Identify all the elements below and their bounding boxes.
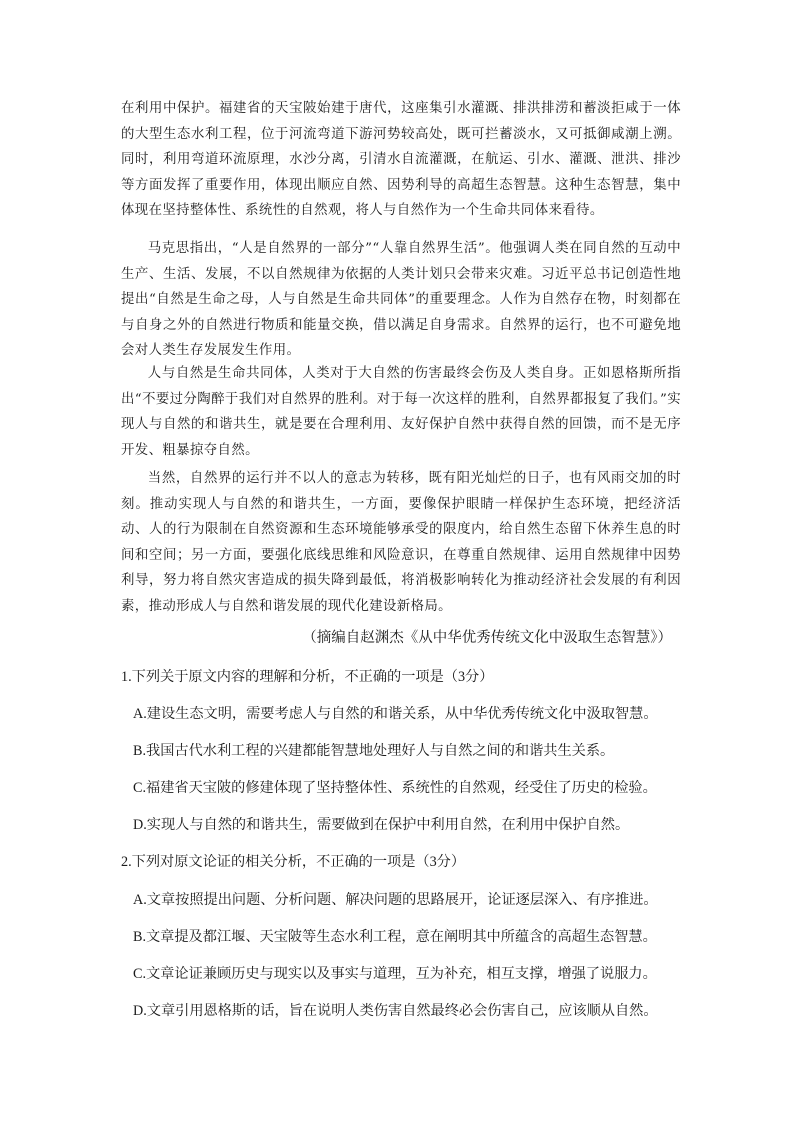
question-1-option-b: B.我国古代水利工程的兴建都能智慧地处理好人与自然之间的和谐共生关系。 (133, 743, 615, 759)
passage-paragraph-4: 当然，自然界的运行并不以人的意志为转移，既有阳光灿烂的日子，也有风雨交加的时刻。推动实现人与自然的和谐共生，一方面，要像保护眼睛一样保护生态环境，把经济活动、人的行为限制在自然资源和生态环境能够承受的限度内，给自然生态留下休养生息的时间和空间；另一方面，要强化底线思维和风险意识，在尊重自然规律、运用自然规律中因势利导，努力将自然灾害造成的损失降到最低，将消极影响转化为推动经济社会发展的有利因素，推动形成人与自然和谐发展的现代化建设新格局。 (121, 471, 681, 614)
question-1-option-d: D.实现人与自然的和谐共生，需要做到在保护中利用自然，在利用中保护自然。 (133, 817, 630, 833)
question-2-option-d: D.文章引用恩格斯的话，旨在说明人类伤害自然最终必会伤害自己，应该顺从自然。 (133, 1003, 658, 1019)
question-2-option-b: B.文章提及都江堰、天宝陂等生态水利工程，意在阐明其中所蕴含的高超生态智慧。 (133, 929, 657, 945)
question-2-stem: 2.下列对原文论证的相关分析，不正确的一项是（3分） (121, 854, 466, 870)
question-1-option-c: C.福建省天宝陂的修建体现了坚持整体性、系统性的自然观，经受住了历史的检验。 (133, 780, 657, 796)
passage-paragraph-2: 马克思指出，“人是自然界的一部分”“人靠自然界生活”。他强调人类在同自然的互动中生产、生活、发展，不以自然规律为依据的人类计划只会带来灾难。习近平总书记创造性地提出“自然是生命之母，人与自然是生命共同体”的重要理念。人作为自然存在物，时刻都在与自身之外的自然进行物质和能量交换，借以满足自身需求。自然界的运行，也不可避免地会对人类生存发展发生作用。 (121, 241, 681, 359)
question-1-stem: 1.下列关于原文内容的理解和分析，不正确的一项是（3分） (121, 669, 494, 685)
question-2-option-a: A.文章按照提出问题、分析问题、解决问题的思路展开，论证逐层深入、有序推进。 (133, 892, 658, 908)
source-citation: （摘编自赵渊杰《从中华优秀传统文化中汲取生态智慧》） (302, 630, 672, 646)
passage-paragraph-1: 在利用中保护。福建省的天宝陂始建于唐代，这座集引水灌溉、排洪排涝和蓄淡拒咸于一体的大型生态水利工程，位于河流弯道下游河势较高处，既可拦蓄淡水，又可抵御咸潮上溯。同时，利用弯道环流原理，水沙分离，引清水自流灌溉，在航运、引水、灌溉、泄洪、排沙等方面发挥了重要作用，体现出顺应自然、因势利导的高超生态智慧。这种生态智慧，集中体现在坚持整体性、系统性的自然观，将人与自然作为一个生命共同体来看待。 (121, 101, 681, 219)
question-1-option-a: A.建设生态文明，需要考虑人与自然的和谐关系，从中华优秀传统文化中汲取智慧。 (133, 706, 658, 722)
question-2-option-c: C.文章论证兼顾历史与现实以及事实与道理，互为补充，相互支撑，增强了说服力。 (133, 966, 657, 982)
passage-paragraph-3: 人与自然是生命共同体，人类对于大自然的伤害最终会伤及人类自身。正如恩格斯所指出“不要过分陶醉于我们对自然界的胜利。对于每一次这样的胜利，自然界都报复了我们。”实现人与自然的和谐共生，就是要在合理利用、友好保护自然中获得自然的回馈，而不是无序开发、粗暴掠夺自然。 (121, 366, 681, 458)
